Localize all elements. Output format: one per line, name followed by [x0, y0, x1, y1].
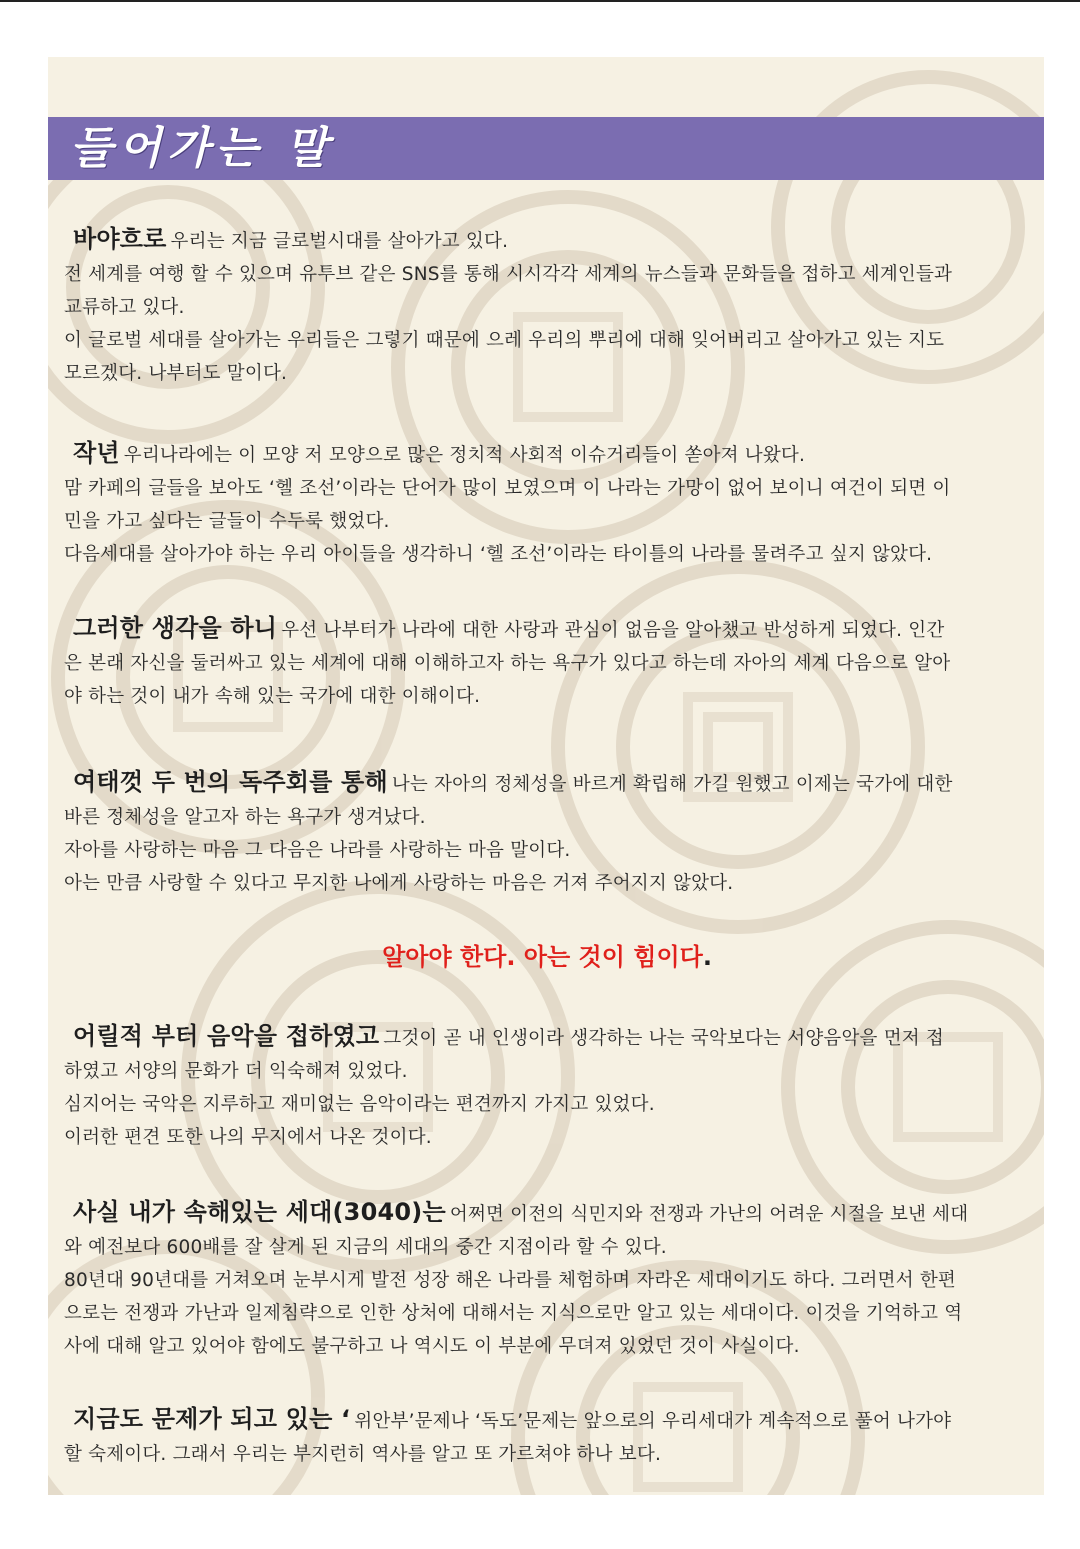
paragraph-first-line: [64, 1020, 1030, 1055]
paragraph-line: 하였고 서양의 문화가 더 익숙해져 있었다.: [64, 1061, 408, 1082]
paragraph-text: 우리나라에는 이 모양 저 모양으로 많은 정치적 사회적 이슈거리들이 쏟아져 나왔다.: [123, 445, 806, 466]
paragraph-3: [64, 612, 1030, 713]
paragraph-line: 이러한 편견 또한 나의 무지에서 나온 것이다.: [64, 1127, 432, 1148]
paragraph-first-line: [64, 612, 1030, 647]
paragraph-line: 모르겠다. 나부터도 말이다.: [64, 363, 288, 384]
paragraph-line: 심지어는 국악은 지루하고 재미없는 음악이라는 편견까지 가지고 있었다.: [64, 1094, 655, 1115]
paragraph-1: [64, 223, 1030, 390]
paragraph-line: 야 하는 것이 내가 속해 있는 국가에 대한 이해이다.: [64, 686, 481, 707]
paragraph-lead: 바야흐로: [73, 225, 167, 253]
paragraph-first-line: [64, 437, 1030, 472]
paragraph-line: 할 숙제이다. 그래서 우리는 부지런히 역사를 알고 또 가르쳐야 하나 보다.: [64, 1444, 662, 1465]
paragraph-line: 맘 카페의 글들을 보아도 ‘헬 조선’이라는 단어가 많이 보였으며 이 나라는 가망이 없어 보이니 여건이 되면 이: [64, 478, 951, 499]
paragraph-line: 와 예전보다 600배를 잘 살게 된 지금의 세대의 중간 지점이라 할 수 있다.: [64, 1237, 667, 1258]
paragraph-text: 어쩌면 이전의 식민지와 전쟁과 가난의 어려운 시절을 보낸 세대: [449, 1204, 969, 1225]
paragraph-5: [64, 1020, 1030, 1154]
paragraph-text: 위안부’문제나 ‘독도’문제는 앞으로의 우리세대가 계속적으로 풀어 나가야: [354, 1411, 952, 1432]
paragraph-first-line: [64, 223, 1030, 258]
paragraph-line: 전 세계를 여행 할 수 있으며 유투브 같은 SNS를 통해 시시각각 세계의 뉴스들과 문화들을 접하고 세계인들과: [64, 264, 953, 285]
paragraph-line: 자아를 사랑하는 마음 그 다음은 나라를 사랑하는 마음 말이다.: [64, 840, 571, 861]
paragraph-text: 나는 자아의 정체성을 바르게 확립해 가길 원했고 이제는 국가에 대한: [391, 774, 953, 795]
paragraph-line: 민을 가고 싶다는 글들이 수두룩 했었다.: [64, 511, 390, 532]
paragraph-lead: 그러한 생각을 하니: [73, 614, 278, 642]
paragraph-line: 으로는 전쟁과 가난과 일제침략으로 인한 상처에 대해서는 지식으로만 알고 있는 세대이다. 이것을 기억하고 역: [64, 1303, 963, 1324]
paragraph-first-line: [64, 766, 1030, 801]
paragraph-first-line: [64, 1196, 1030, 1231]
paragraph-text: 우선 나부터가 나라에 대한 사랑과 관심이 없음을 알아챘고 반성하게 되었다. 인간: [281, 620, 945, 641]
paragraph-line: 이 글로벌 세대를 살아가는 우리들은 그렇기 때문에 으레 우리의 뿌리에 대해 잊어버리고 살아가고 있는 지도: [64, 330, 945, 351]
paragraph-lead: 지금도 문제가 되고 있는 ‘: [73, 1405, 351, 1433]
highlight-text: 알아야 한다. 아는 것이 힘이다: [382, 943, 703, 971]
paragraph-line: 80년대 90년대를 거쳐오며 눈부시게 발전 성장 해온 나라를 체험하며 자라온 세대이기도 하다. 그러면서 한편: [64, 1270, 956, 1291]
paragraph-lead: 여태껏 두 번의 독주회를 통해: [73, 768, 388, 796]
title-banner: [48, 117, 1044, 180]
page: [48, 57, 1044, 1495]
paragraph-line: 바른 정체성을 알고자 하는 욕구가 생겨났다.: [64, 807, 426, 828]
paragraph-7: [64, 1403, 1030, 1471]
paragraph-2: [64, 437, 1030, 571]
highlight-period: .: [702, 943, 712, 971]
paragraph-line: 교류하고 있다.: [64, 297, 185, 318]
highlight-line: [64, 939, 1030, 975]
paragraph-first-line: [64, 1403, 1030, 1438]
paragraph-line: 은 본래 자신을 둘러싸고 있는 세계에 대해 이해하고자 하는 욕구가 있다고 하는데 자아의 세계 다음으로 알아: [64, 653, 951, 674]
top-border: [0, 0, 1080, 2]
paragraph-4: [64, 766, 1030, 900]
paragraph-line: 아는 만큼 사랑할 수 있다고 무지한 나에게 사랑하는 마음은 거져 주어지지 않았다.: [64, 873, 734, 894]
paragraph-line: 다음세대를 살아가야 하는 우리 아이들을 생각하니 ‘헬 조선’이라는 타이틀의 나라를 물려주고 싶지 않았다.: [64, 544, 933, 565]
paragraph-lead: 사실 내가 속해있는 세대(3040)는: [73, 1198, 446, 1226]
paragraph-text: 그것이 곧 내 인생이라 생각하는 나는 국악보다는 서양음악을 먼저 접: [383, 1028, 944, 1049]
paragraph-6: [64, 1196, 1030, 1363]
page-title: 들어가는 말: [70, 123, 334, 174]
paragraph-lead: 작년: [73, 439, 120, 467]
paragraph-line: 사에 대해 알고 있어야 함에도 불구하고 나 역시도 이 부분에 무뎌져 있었던 것이 사실이다.: [64, 1336, 800, 1357]
paragraph-lead: 어릴적 부터 음악을 접하였고: [73, 1022, 380, 1050]
paragraph-text: 우리는 지금 글로벌시대를 살아가고 있다.: [170, 231, 509, 252]
